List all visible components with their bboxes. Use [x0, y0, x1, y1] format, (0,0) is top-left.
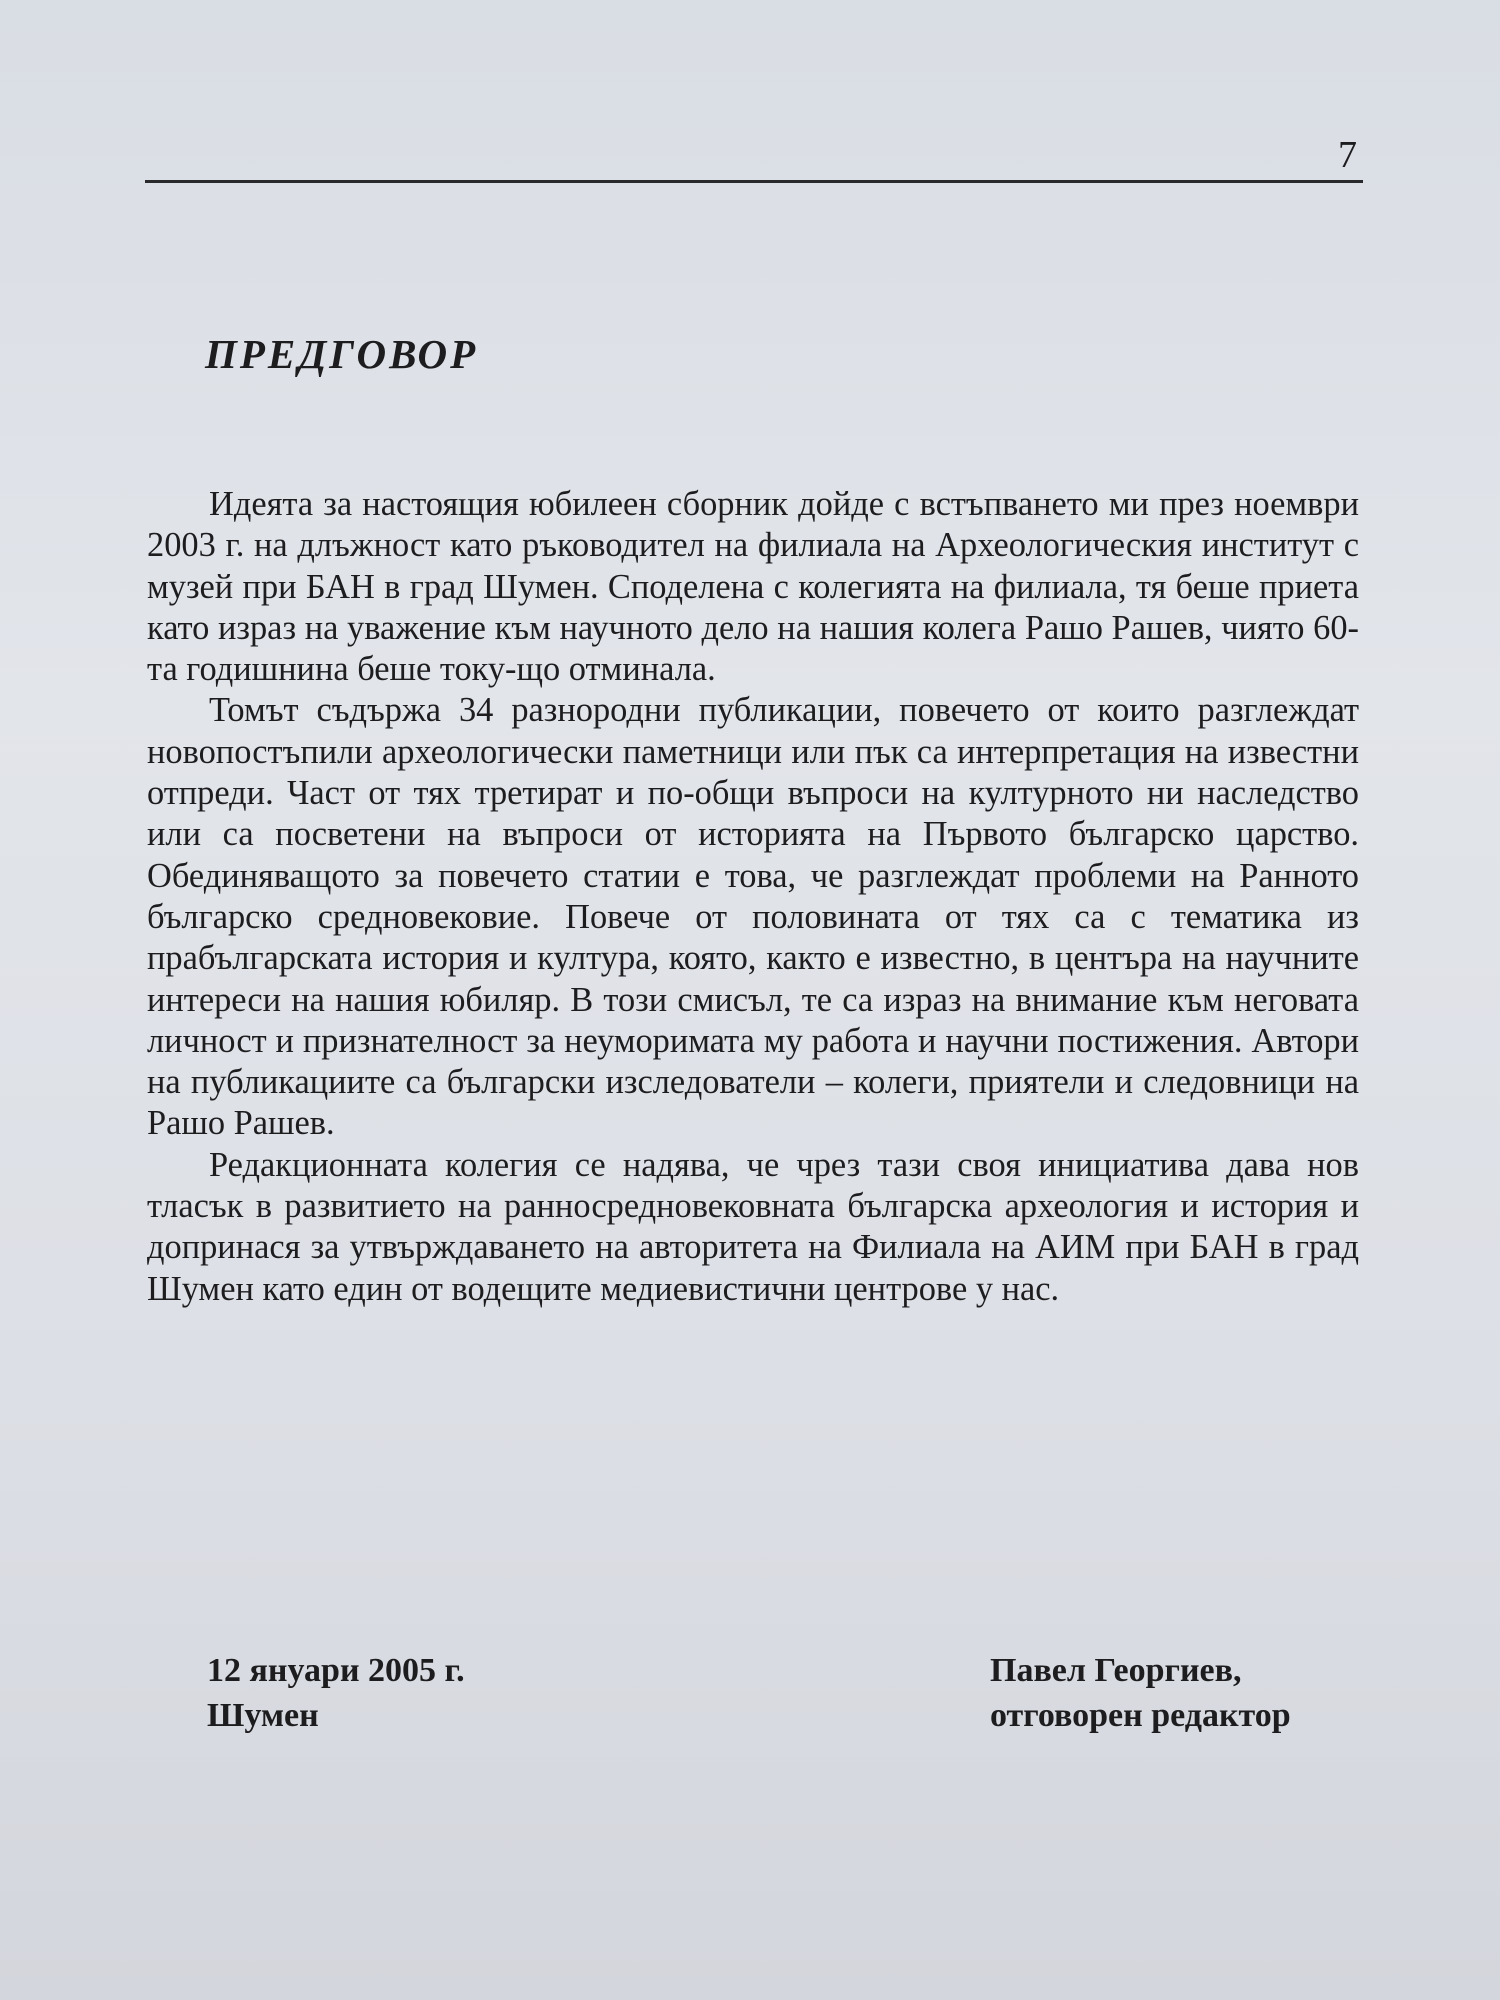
paragraph-2: Томът съдържа 34 разнородни публикации, повечето от които разглеждат новопостъпили археологически паметници или пък са интерпретация на известни отпреди. Част от тях третират и по-общи въпроси на културното ни наследство или са посветени на въпроси от историята на Първото българско царство. Обединяващото за повечето статии е това, че разглеждат проблеми на Ранното българско средновековие. Повече от половината от тях са с тематика из прабългарската история и култура, която, както е известно, в центъра на научните интереси на нашия юбиляр. В този смисъл, те са израз на внимание към неговата личност и признателност за неуморимата му работа и научни постижения. Автори на публикациите са български изследователи – колеги, приятели и следовници на Рашо Рашев. — [147, 691, 1359, 1143]
paragraph-1: Идеята за настоящия юбилеен сборник дойде с встъпването ми през ноември 2003 г. на длъжност като ръководител на филиала на Археологическия институт с музей при БАН в град Шумен. Споделена с колегията на филиала, тя беше приета като израз на уважение към научното дело на нашия колега Рашо Рашев, чиято 60-та годишнина беше току-що отминала. — [147, 485, 1359, 689]
signature-name: Павел Георгиев, — [990, 1652, 1242, 1689]
signature-author — [990, 1648, 1291, 1738]
preface-body — [147, 484, 1359, 1310]
signature-place: Шумен — [207, 1697, 319, 1734]
paragraph-3: Редакционната колегия се надява, че чрез тази своя инициатива дава нов тласък в развитието на ранносредновековната българска археология и история и допринася за утвърждаването на авторитета на Филиала на АИМ при БАН в град Шумен като един от водещите медиевистични центрове у нас. — [147, 1145, 1359, 1308]
signature-date: 12 януари 2005 г. — [207, 1652, 465, 1689]
signature-date-place — [207, 1648, 465, 1738]
header-rule — [145, 180, 1363, 183]
page-number: 7 — [1338, 134, 1357, 176]
signature-role: отговорен редактор — [990, 1697, 1291, 1734]
page-title: ПРЕДГОВОР — [205, 331, 479, 377]
